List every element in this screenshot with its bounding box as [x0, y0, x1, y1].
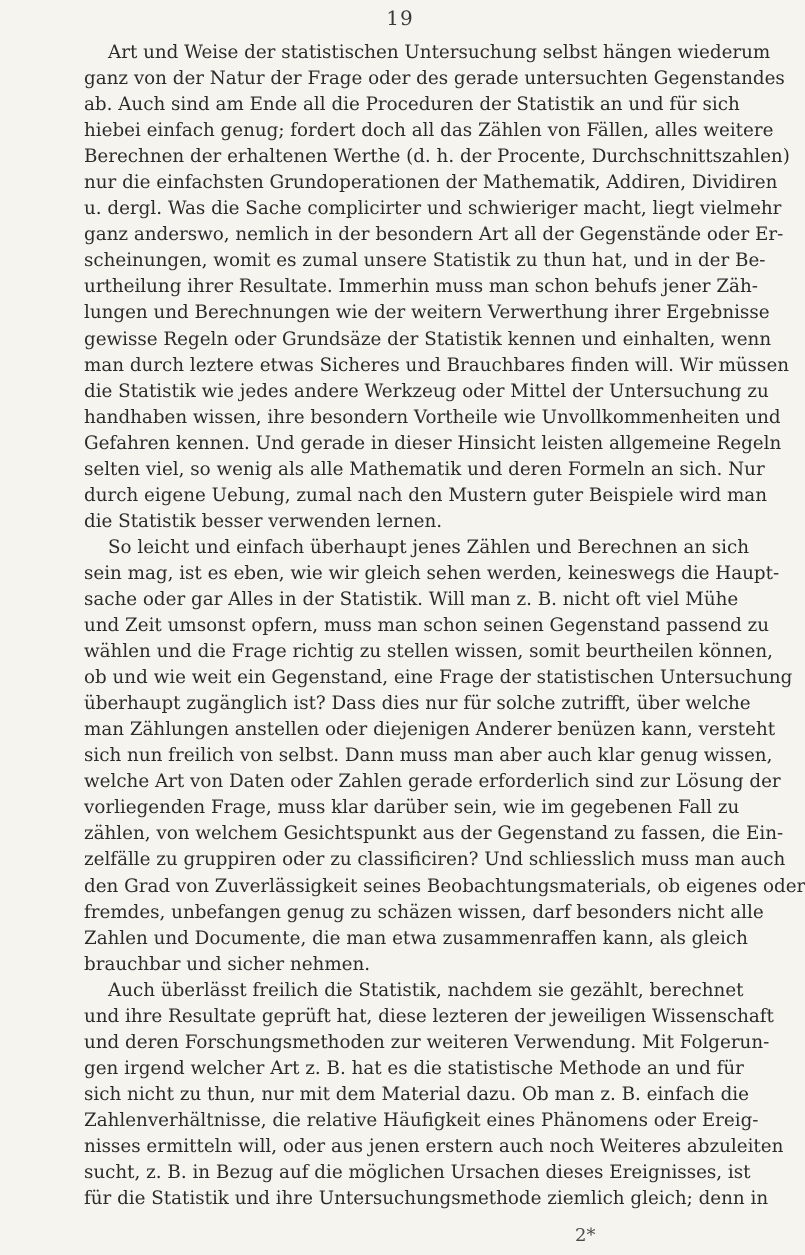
text-line: Berechnen der erhaltenen Werthe (d. h. der Procente, Durchschnittszahlen) [84, 146, 790, 168]
text-line: gewisse Regeln oder Grundsäze der Statistik kennen und einhalten, wenn [84, 328, 772, 350]
text-line: wählen und die Frage richtig zu stellen wissen, somit beurtheilen können, [84, 641, 773, 663]
printer-signature: 2* [575, 1225, 596, 1246]
body-text [84, 40, 805, 1212]
text-line: man durch leztere etwas Sicheres und Brauchbares finden will. Wir müssen [84, 354, 790, 376]
text-line: selten viel, so wenig als alle Mathematik und deren Formeln an sich. Nur [84, 458, 765, 480]
text-line: vorliegenden Frage, muss klar darüber sein, wie im gegebenen Fall zu [84, 797, 740, 819]
text-line: für die Statistik und ihre Untersuchungsmethode ziemlich gleich; denn in [84, 1188, 769, 1210]
text-line: ganz von der Natur der Frage oder des gerade untersuchten Gegenstandes [84, 68, 785, 90]
text-line: zelfälle zu gruppiren oder zu classificiren? Und schliesslich muss man auch [84, 849, 786, 871]
text-line: zählen, von welchem Gesichtspunkt aus der Gegenstand zu fassen, die Ein- [84, 823, 784, 845]
text-line: überhaupt zugänglich ist? Dass dies nur für solche zutrifft, über welche [84, 693, 751, 715]
text-line: sache oder gar Alles in der Statistik. Will man z. B. nicht oft viel Mühe [84, 588, 739, 610]
text-line: durch eigene Uebung, zumal nach den Mustern guter Beispiele wird man [84, 484, 767, 506]
text-line: sich nun freilich von selbst. Dann muss man aber auch klar genug wissen, [84, 745, 773, 767]
text-line: Auch überlässt freilich die Statistik, nachdem sie gezählt, berechnet [108, 979, 744, 1001]
text-line: Art und Weise der statistischen Untersuchung selbst hängen wiederum [108, 42, 771, 63]
text-line: und Zeit umsonst opfern, muss man schon seinen Gegenstand passend zu [84, 615, 770, 637]
text-line: hiebei einfach genug; fordert doch all das Zählen von Fällen, alles weitere [84, 120, 774, 142]
text-line: und deren Forschungsmethoden zur weiteren Verwendung. Mit Folgerun- [84, 1031, 770, 1053]
text-line: sein mag, ist es eben, wie wir gleich sehen werden, keineswegs die Haupt- [84, 562, 780, 584]
text-line: ob und wie weit ein Gegenstand, eine Frage der statistischen Untersuchung [84, 667, 793, 689]
text-line: urtheilung ihrer Resultate. Immerhin muss man schon behufs jener Zäh- [84, 276, 758, 298]
text-line: u. dergl. Was die Sache complicirter und schwieriger macht, liegt vielmehr [84, 198, 782, 220]
page-number: 19 [386, 6, 414, 30]
text-line: nisses ermitteln will, oder aus jenen erstern auch noch Weiteres abzuleiten [84, 1135, 784, 1157]
text-line: und ihre Resultate geprüft hat, diese lezteren der jeweiligen Wissenschaft [84, 1005, 774, 1027]
text-line: Zahlenverhältnisse, die relative Häufigkeit eines Phänomens oder Ereig- [84, 1109, 759, 1131]
text-line: Zahlen und Documente, die man etwa zusammenraffen kann, als gleich [84, 927, 748, 949]
text-line: lungen und Berechnungen wie der weitern Verwerthung ihrer Ergebnisse [84, 302, 770, 324]
text-line: brauchbar und sicher nehmen. [84, 953, 371, 975]
text-line: handhaben wissen, ihre besondern Vortheile wie Unvollkommenheiten und [84, 406, 781, 428]
text-line: ganz anderswo, nemlich in der besondern Art all der Gegenstände oder Er- [84, 224, 784, 246]
text-line: sich nicht zu thun, nur mit dem Material dazu. Ob man z. B. einfach die [84, 1083, 749, 1105]
text-line: den Grad von Zuverlässigkeit seines Beobachtungsmaterials, ob eigenes oder [84, 875, 805, 897]
text-line: Gefahren kennen. Und gerade in dieser Hinsicht leisten allgemeine Regeln [84, 432, 782, 454]
text-line: So leicht und einfach überhaupt jenes Zählen und Berechnen an sich [108, 536, 750, 558]
text-line: nur die einfachsten Grundoperationen der Mathematik, Addiren, Dividiren [84, 172, 778, 194]
text-line: scheinungen, womit es zumal unsere Statistik zu thun hat, und in der Be- [84, 250, 766, 272]
text-line: man Zählungen anstellen oder diejenigen Anderer benüzen kann, versteht [84, 719, 776, 741]
text-line: die Statistik wie jedes andere Werkzeug oder Mittel der Untersuchung zu [84, 380, 769, 402]
text-line: fremdes, unbefangen genug zu schäzen wissen, darf besonders nicht alle [84, 901, 764, 923]
text-line: sucht, z. B. in Bezug auf die möglichen Ursachen dieses Ereignisses, ist [84, 1162, 751, 1184]
text-line: welche Art von Daten oder Zahlen gerade erforderlich sind zur Lösung der [84, 771, 781, 793]
text-line: ab. Auch sind am Ende all die Proceduren der Statistik an und für sich [84, 94, 740, 116]
text-line: die Statistik besser verwenden lernen. [84, 510, 443, 532]
text-line: gen irgend welcher Art z. B. hat es die statistische Methode an und für [84, 1057, 744, 1079]
